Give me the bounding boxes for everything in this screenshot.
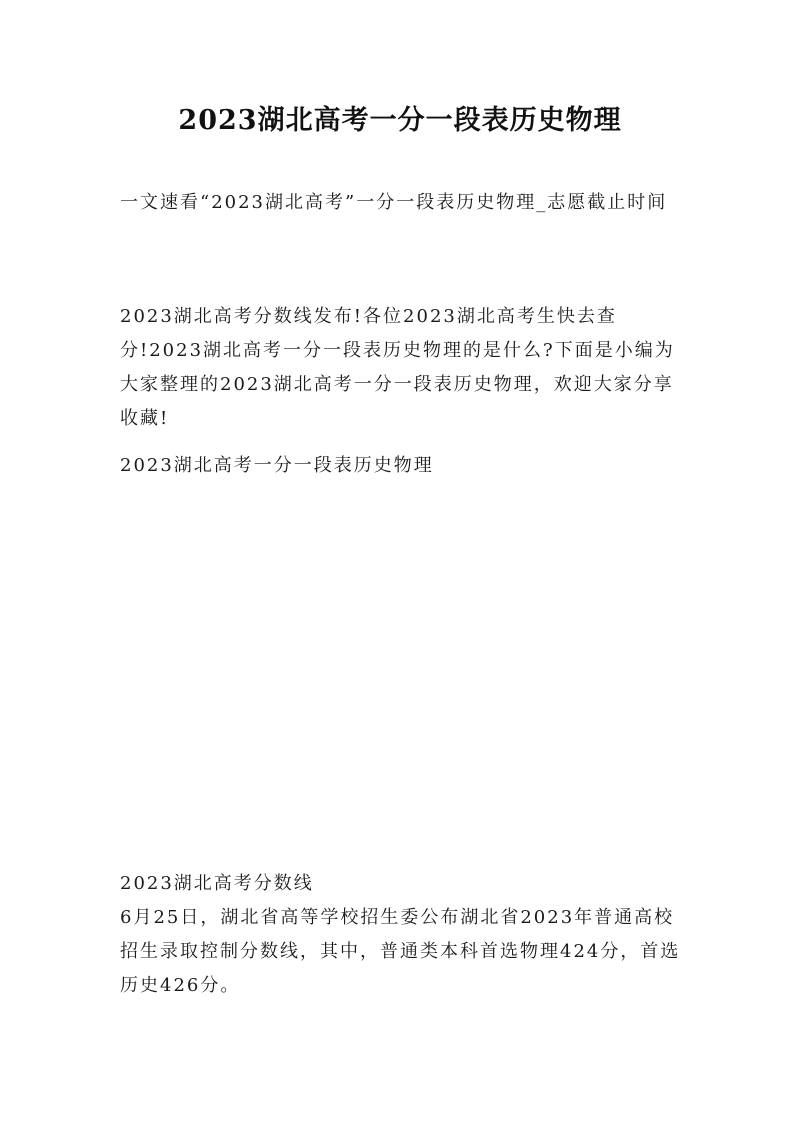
document-subtitle xyxy=(120,186,682,220)
intro-text: 2023湖北高考分数线发布!各位2023湖北高考生快去查分!2023湖北高考一分一段表历史物理的是什么?下面是小编为大家整理的2023湖北高考一分一段表历史物理，欢迎大家分享收藏! xyxy=(120,306,675,429)
subtitle-text: 一文速看“2023湖北高考”一分一段表历史物理_志愿截止时间 xyxy=(120,192,668,213)
table-caption-text: 2023湖北高考一分一段表历史物理 xyxy=(120,455,434,476)
table-caption xyxy=(120,449,682,483)
section-body-paragraph xyxy=(120,901,682,1003)
section-body-text: 6月25日，湖北省高等学校招生委公布湖北省2023年普通高校招生录取控制分数线，其中，普通类本科首选物理424分，首选历史426分。 xyxy=(120,907,681,996)
section-heading-text: 2023湖北高考分数线 xyxy=(120,873,314,894)
section-heading xyxy=(120,867,682,901)
intro-paragraph xyxy=(120,300,682,436)
document-title: 2023湖北高考一分一段表历史物理 xyxy=(178,105,622,136)
